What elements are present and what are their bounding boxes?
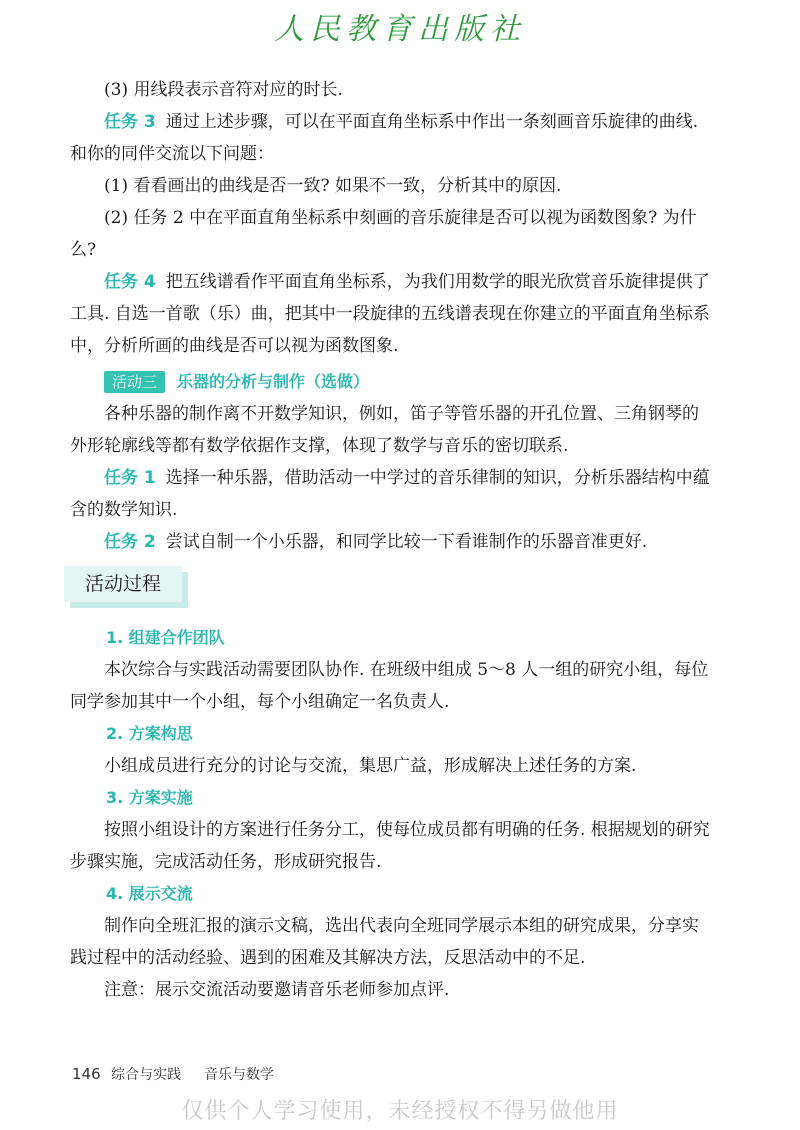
task-label: 任务 2 (104, 532, 156, 552)
paragraph (70, 462, 710, 526)
step-heading: 2. 方案构思 (106, 724, 193, 743)
paragraph (70, 654, 710, 718)
paragraph-text: 小组成员进行充分的讨论与交流，集思广益，形成解决上述任务的方案. (104, 756, 637, 776)
task-label: 任务 4 (104, 272, 156, 292)
section-banner (64, 566, 186, 608)
page-number: 146 (72, 1065, 101, 1083)
paragraph-text: 按照小组设计的方案进行任务分工，使每位成员都有明确的任务. 根据规划的研究步骤实施，完成活动任务，形成研究报告. (70, 820, 710, 872)
paragraph-text: 制作向全班汇报的演示文稿，选出代表向全班同学展示本组的研究成果，分享实践过程中的活动经验、遇到的困难及其解决方法，反思活动中的不足. (70, 916, 699, 968)
paragraph-text: (3) 用线段表示音符对应的时长. (104, 80, 343, 100)
activity-heading (70, 366, 710, 398)
task-label: 任务 1 (104, 468, 156, 488)
paragraph (70, 750, 710, 782)
activity-badge: 活动三 (104, 371, 165, 393)
step-heading: 3. 方案实施 (106, 788, 193, 807)
footer-section: 综合与实践 (111, 1067, 182, 1083)
paragraph-text: 注意：展示交流活动要邀请音乐老师参加点评. (104, 980, 450, 1000)
paragraph (70, 106, 710, 170)
paragraph-text: 尝试自制一个小乐器，和同学比较一下看谁制作的乐器音准更好. (165, 532, 648, 552)
paragraph (70, 814, 710, 878)
paragraph-text: 把五线谱看作平面直角坐标系，为我们用数学的眼光欣赏音乐旋律提供了工具. 自选一首歌（乐）曲，把其中一段旋律的五线谱表现在你建立的平面直角坐标系中，分析所画的曲线是否可以视为函数图象. (70, 272, 710, 356)
paragraph (70, 974, 710, 1006)
paragraph (70, 74, 710, 106)
footer-topic: 音乐与数学 (204, 1067, 274, 1083)
paragraph-text: 通过上述步骤，可以在平面直角坐标系中作出一条刻画音乐旋律的曲线. 和你的同伴交流以下问题： (70, 112, 699, 164)
paragraph (70, 526, 710, 558)
publisher-logo: 人民教育出版社 (274, 12, 526, 47)
paragraph (70, 170, 710, 202)
paragraph-text: (2) 任务 2 中在平面直角坐标系中刻画的音乐旋律是否可以视为函数图象? 为什么? (70, 208, 697, 260)
step-heading: 4. 展示交流 (106, 884, 193, 903)
activity-title: 乐器的分析与制作（选做） (177, 372, 370, 391)
page-footer (72, 1064, 274, 1084)
paragraph-text: 各种乐器的制作离不开数学知识，例如，笛子等管乐器的开孔位置、三角钢琴的外形轮廓线等都有数学依据作支撑，体现了数学与音乐的密切联系. (70, 404, 699, 456)
paragraph (70, 266, 710, 362)
step-heading: 1. 组建合作团队 (106, 628, 225, 647)
paragraph-text: (1) 看看画出的曲线是否一致? 如果不一致，分析其中的原因. (104, 176, 562, 196)
paragraph-text: 选择一种乐器，借助活动一中学过的音乐律制的知识，分析乐器结构中蕴含的数学知识. (70, 468, 710, 520)
section-title: 活动过程 (64, 566, 182, 602)
task-label: 任务 3 (104, 112, 156, 132)
paragraph (70, 398, 710, 462)
paragraph (70, 910, 710, 974)
watermark-text: 仅供个人学习使用，未经授权不得另做他用 (181, 1099, 619, 1124)
paragraph (70, 202, 710, 266)
page-body (70, 74, 710, 1006)
paragraph-text: 本次综合与实践活动需要团队协作. 在班级中组成 5～8 人一组的研究小组，每位同学参加其中一个小组，每个小组确定一名负责人. (70, 660, 709, 712)
